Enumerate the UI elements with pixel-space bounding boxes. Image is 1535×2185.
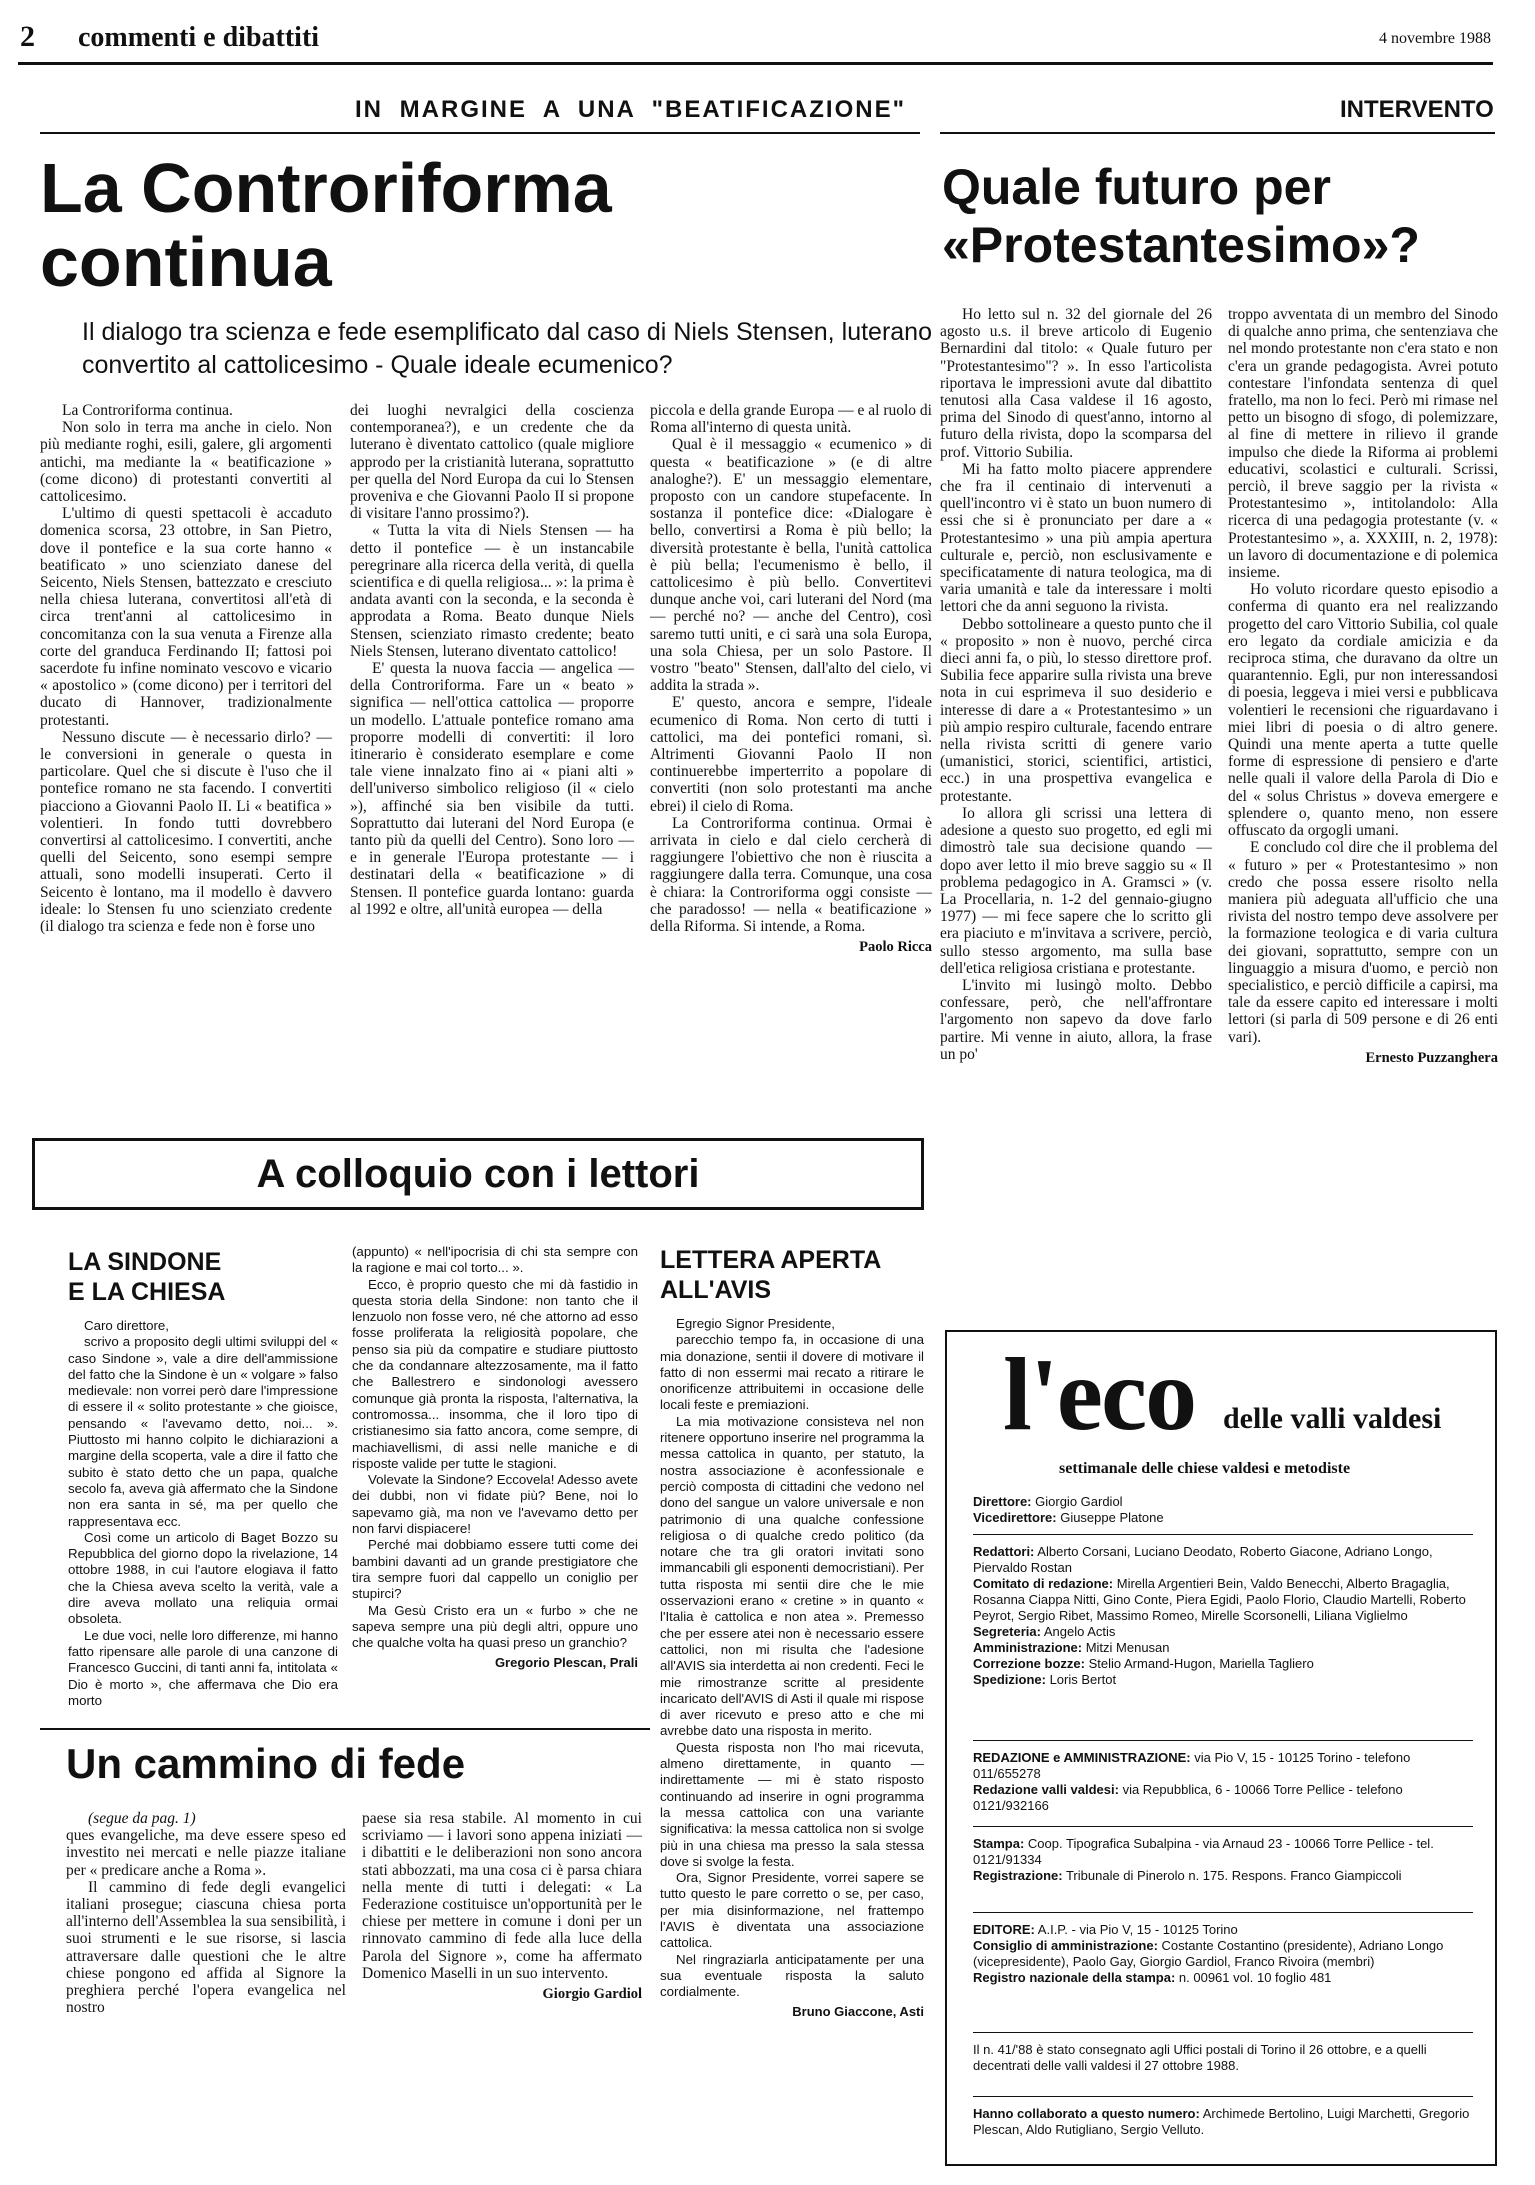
eco-rule	[973, 2096, 1473, 2097]
paragraph: Il cammino di fede degli evangelici italiani prosegue; ciascuna chiesa porta all'interno dell'Assemblea la sua sensibilità, i suoi strumenti e le sue risorse, si lascia attraversare dalle questioni che le altre chiese pongono ed affida al Signore la preghiera perché l'opera evangelica nel nostro	[66, 1878, 346, 2017]
credit-line: Hanno collaborato a questo numero: Archimede Bertolino, Luigi Marchetti, Gregorio Plescan, Aldo Rutigliano, Sergio Velluto.	[973, 2106, 1470, 2137]
controriforma-title-line2: continua	[40, 223, 332, 301]
cammino-col2	[362, 1810, 642, 2003]
sindone-signature: Gregorio Plescan, Prali	[494, 1655, 638, 1671]
page-number: 2	[20, 20, 35, 53]
eco-rule	[973, 1912, 1473, 1913]
masthead-rule	[18, 62, 1493, 65]
paragraph: Ecco, è proprio questo che mi dà fastidio in questa storia della Sindone: non tanto che il lenzuolo non fosse vero, né che attorno ad esso fosse proliferata la religiosità popolare, che penso sia più da compatire e studiare piuttosto che da condannare altezzosamente, ma il fatto che Ballestrero e sindonologi avessero comunque già pronta la risposta, l'alternativa, la contromossa... insomma, che il loro tipo di cristianesimo sia fatto ancora, come sempre, di machiavellismi, di assi nelle maniche e di risposte valide per tutte le stagioni.	[352, 1276, 638, 1471]
paragraph: Così come un articolo di Baget Bozzo su Repubblica del giorno dopo la rivelazione, 14 ottobre 1988, in cui l'autore elogiava il fatto che la Chiesa aveva scelto la verità, vale a dire aveva mollato una reliquia ormai obsoleta.	[68, 1529, 338, 1627]
credit-line: Direttore: Giorgio Gardiol	[973, 1494, 1123, 1509]
credit-line: Vicedirettore: Giuseppe Platone	[973, 1510, 1164, 1525]
paragraph: ques evangeliche, ma deve essere speso ed investito nei mercati e nelle piazze italiane per « predicare anche a Roma ».	[66, 1827, 346, 1879]
sindone-col2	[352, 1244, 638, 1672]
eco-rule	[973, 1826, 1473, 1827]
protestantesimo-title-line2: «Protestantesimo»?	[942, 217, 1420, 273]
controriforma-col1	[40, 402, 332, 935]
paragraph: Nessuno discute — è necessario dirlo? — le conversioni in generale o questa in particolare. Quel che si discute è l'uso che il pontefice romano ne sta facendo. I convertiti piacciono a Giovanni Paolo II. Li « beatifica » volentieri. In fondo tutti dovrebbero convertirsi al cattolicesimo. I convertiti, anche quelli del Seicento, sono esempi sempre attuali, sono modelli insuperati. Certo il Seicento è lontano, ma il modello è davvero ideale: lo Stensen fu uno scienziato credente (il dialogo tra scienza e fede non è forse uno	[40, 728, 332, 936]
paragraph: scrivo a proposito degli ultimi sviluppi del « caso Sindone », vale a dire dell'ammissione del fatto che la Sindone è un « volgare » falso medievale: non vorrei però dare l'impressione di essere il « solito protestante » che gioisce, pensando « l'avevamo detto, noi... ». Piuttosto mi hanno colpito le dichiarazioni a margine della scoperta, vale a dire il fatto che subito è stato detto che un papa, qualche secolo fa, aveva già affermato che la Sindone non era santa in sé, ma per quello che rappresentava ecc.	[68, 1334, 338, 1529]
credit-line: Registrazione: Tribunale di Pinerolo n. 175. Respons. Franco Giampiccoli	[973, 1868, 1402, 1883]
paragraph: dei luoghi nevralgici della coscienza contemporanea?), e un credente che da luterano è diventato cattolico (quale migliore approdo per la cristianità luterana, soprattutto per quella del Nord Europa da cui lo Stensen proveniva e che Giovanni Paolo II si propone di visitare l'anno prossimo?).	[350, 402, 634, 523]
eco-box	[945, 1330, 1497, 2166]
paragraph: E concludo col dire che il problema del « futuro » per « Protestantesimo » non credo che possa essere risolto nella maniera più adeguata all'ufficio che una rivista del nostro tempo deve assolvere per la formazione teologica e di varia cultura dei giovani, soprattutto, sempre con un linguaggio a misura d'uomo, e perciò non specialistico, e perciò difficile a capirsi, ma tale da essere capito ed interessare i molti lettori (si parla di 509 persone e di 26 enti vari).	[1228, 839, 1498, 1046]
controriforma-kicker: IN MARGINE A UNA "BEATIFICAZIONE"	[355, 96, 906, 123]
protestantesimo-col1	[940, 306, 1212, 1063]
paragraph: parecchio tempo fa, in occasione di una mia donazione, sentii il dovere di motivare il fatto di non essermi mai recato a ritirare le onorificenze attribuitemi in occasione delle locali feste e premiazioni.	[660, 1332, 924, 1413]
credit-line: REDAZIONE e AMMINISTRAZIONE: via Pio V, 15 - 10125 Torino - telefono 011/655278	[973, 1750, 1411, 1781]
paragraph: Perché mai dobbiamo essere tutti come dei bambini davanti ad un grande prestigiatore che tira sempre fuori dal cappello un coniglio per stupirci?	[352, 1537, 638, 1602]
eco-rule	[973, 1534, 1473, 1535]
credit-line: Stampa: Coop. Tipografica Subalpina - via Arnaud 23 - 10066 Torre Pellice - tel. 0121/91334	[973, 1836, 1434, 1867]
controriforma-col3	[650, 402, 932, 957]
paragraph: Ma Gesù Cristo era un « furbo » che ne sapeva sempre una più degli altri, oppure uno che qualche volta ha quasi preso un granchio?	[352, 1602, 638, 1651]
protestantesimo-col2	[1228, 306, 1498, 1067]
sindone-title-line1: LA SINDONE	[68, 1248, 222, 1276]
paragraph: « Tutta la vita di Niels Stensen — ha detto il pontefice — è un instancabile peregrinare alla ricerca della verità, di quella scientifica e di quella religiosa... »: la prima è andata avanti con la seconda, e la seconda è approdata a Roma. Beato dunque Niels Stensen, scienziato rimasto credente; beato Niels Stensen, luterano diventato cattolico!	[350, 522, 634, 660]
paragraph: La mia motivazione consisteva nel non ritenere opportuno inserire nel programma la messa cattolica in quanto, per statuto, la nostra associazione è aconfessionale e perciò composta di cittadini che vedono nel dono del sangue un valore universale e non patrimonio di una qualche confessione religiosa o di qualche credo politico (da notare che tra gli oratori invitati sono immancabili gli esponenti democristiani). Per tutta risposta mi sentii dire che le mie osservazioni erano « cretine » in quanto « l'Italia è cattolica e non atea ». Premesso che per essere atei non è necessario essere cattolici, non mi risulta che l'adesione all'AVIS sia interdetta ai non credenti. Feci le mie rimostranze scritte al presidente incaricato dell'AVIS di Asti il quale mi rispose di aver ricevuto e preso atto e che mi avrebbe dato una risposta in merito.	[660, 1413, 924, 1739]
paragraph: Io allora gli scrissi una lettera di adesione a questo suo progetto, ed egli mi dimostrò tale sua decisione quando — dopo aver letto il mio breve saggio su « Il problema pedagogico in A. Gramsci » (v. La Procellaria, n. 1-2 del gennaio-giugno 1977) — mi fece sapere che lo scritto gli era piaciuto e m'invitava a scrivere, perciò, sullo stesso argomento, ma sulla base dell'etica religiosa cristiana e protestante.	[940, 804, 1212, 977]
credit-line: Amministrazione: Mitzi Menusan	[973, 1640, 1170, 1655]
credit-line: Redattori: Alberto Corsani, Luciano Deodato, Roberto Giacone, Adriano Longo, Piervaldo Rostan	[973, 1544, 1433, 1575]
paragraph: Caro direttore,	[84, 1318, 169, 1333]
paragraph: Ho letto sul n. 32 del giornale del 26 agosto u.s. il breve articolo di Eugenio Bernardini dal titolo: « Quale futuro per "Protestantesimo"? ». In esso l'articolista riportava le impressioni avute dal dibattito tenutosi alla Casa valdese il 16 agosto, prima del Sinodo di quest'anno, intorno al futuro della rivista, dopo la scomparsa del prof. Vittorio Subilia.	[940, 306, 1212, 461]
paragraph: piccola e della grande Europa — e al ruolo di Roma all'interno di questa unità.	[650, 402, 932, 437]
avis-title-line1: LETTERA APERTA	[660, 1246, 882, 1274]
eco-consegna: Il n. 41/'88 è stato consegnato agli Uffici postali di Torino il 26 ottobre, e a quelli decentrati delle valli valdesi il 27 ottobre 1988.	[973, 2042, 1427, 2073]
protestantesimo-title-line1: Quale futuro per	[942, 159, 1331, 215]
protestantesimo-signature: Ernesto Puzzanghera	[1365, 1049, 1498, 1066]
paragraph: La Controriforma continua.	[62, 402, 233, 419]
intervento-kicker: INTERVENTO	[1340, 96, 1494, 123]
paragraph: Debbo sottolineare a questo punto che il « proposito » non è nuovo, perché circa dieci anni fa, o più, lo stesso direttore prof. Subilia fece apparire sulla rivista una breve nota in cui esprimeva il suo desiderio e interesse di dare a « Protestantesimo » un più ampio respiro culturale, facendo entrare nella rivista scritti di genere vario (umanistici, storici, scientifici, artistici, ecc.) in una prospettiva evangelica e protestante.	[940, 615, 1212, 805]
credit-line: Consiglio di amministrazione: Costante Costantino (presidente), Adriano Longo (vicepresidente), Paolo Gay, Giorgio Gardiol, Franco Rivoira (membri)	[973, 1938, 1444, 1969]
paragraph: Mi ha fatto molto piacere apprendere che fra il centinaio di intervenuti a quell'incontro vi è stato un buon numero di essi che si è pronunciato per dare a « Protestantesimo » una più ampia apertura culturale e, perciò, non esclusivamente e specificatamente di natura teologica, ma di varia umanità e tale da interessare i molti lettori che da anni seguono la rivista.	[940, 460, 1212, 616]
credit-line: Segreteria: Angelo Actis	[973, 1624, 1116, 1639]
paragraph: L'ultimo di questi spettacoli è accaduto domenica scorsa, 23 ottobre, in San Pietro, dove il pontefice e la sua corte hanno « beatificato » uno scienziato danese del Seicento, Niels Stensen, battezzato e cresciuto nella chiesa luterana, convertitosi all'età di circa trent'anni al cattolicesimo in concomitanza con la sua venuta a Firenze alla corte del granduca Ferdinando II; fattosi poi sacerdote fu infine nominato vescovo e vicario « apostolico » (come dicono) per i territori del ducato di Hannover, tradizionalmente protestanti.	[40, 505, 332, 729]
avis-title-line2: ALL'AVIS	[660, 1276, 772, 1304]
paragraph: (appunto) « nell'ipocrisia di chi sta sempre con la ragione e mai col torto... ».	[352, 1244, 638, 1276]
eco-logo-small: delle valli valdesi	[1223, 1402, 1442, 1435]
paragraph: (segue da pag. 1)	[88, 1810, 196, 1827]
cammino-rule	[40, 1728, 650, 1730]
paragraph: Ora, Signor Presidente, vorrei sapere se tutto questo le pare corretto o se, per caso, per mia disinformazione, nel frattempo l'AVIS è diventata una associazione cattolica.	[660, 1870, 924, 1951]
sindone-title-line2: E LA CHIESA	[68, 1278, 226, 1306]
credit-line: Redazione valli valdesi: via Repubblica, 6 - 10066 Torre Pellice - telefono 0121/932166	[973, 1782, 1403, 1813]
eco-staff	[973, 1494, 1473, 1526]
credit-line: Correzione bozze: Stelio Armand-Hugon, Mariella Tagliero	[973, 1656, 1314, 1671]
credit-line: Registro nazionale della stampa: n. 00961 vol. 10 foglio 481	[973, 1970, 1332, 1985]
credit-line: EDITORE: A.I.P. - via Pio V, 15 - 10125 Torino	[973, 1922, 1238, 1937]
eco-tagline: settimanale delle chiese valdesi e metodiste	[1059, 1460, 1351, 1477]
paragraph: troppo avventata di un membro del Sinodo di qualche anno prima, che sentenziava che nel mondo protestante non c'era stato e non c'era un grande pedagogista. Avrei potuto contestare l'infondata sentenza di quel fratello, ma non lo feci. Però mi rimase nel petto un bisogno di sfogo, di polemizzare, al fine di mettere in rilievo il grande impulso che diede la Riforma ai problemi educativi, scolastici e culturali. Scrissi, perciò, il breve saggio per la rivista « Protestantesimo », intitolandolo: Alla ricerca di una pedagogia protestante (v. « Protestantesimo », a. XXXIII, n. 2, 1978): un lavoro di documentazione e di polemica insieme.	[1228, 306, 1498, 582]
cammino-signature: Giorgio Gardiol	[542, 1986, 642, 2003]
cammino-title: Un cammino di fede	[66, 1740, 466, 1787]
paragraph: L'invito mi lusingò molto. Debbo confessare, però, che nell'affrontare l'argomento non sapevo da dove farlo partire. Mi venne in aiuto, allora, la frase un po'	[940, 976, 1212, 1063]
credit-line: Comitato di redazione: Mirella Argentieri Bein, Valdo Benecchi, Alberto Bragaglia, Rosanna Ciappa Nitti, Gino Conte, Piera Egidi, Paolo Florio, Claudio Martelli, Roberto Peyrot, Sergio Ribet, Massimo Romeo, Mirelle Scorsonelli, Liliana Viglielmo	[973, 1576, 1466, 1623]
paragraph: paese sia resa stabile. Al momento in cui scriviamo — i lavori sono appena iniziati — i dibattiti e le deliberazioni non sono ancora stati abbozzati, ma una cosa ci è parsa chiara nella mente di tutti i delegati: « La Federazione costituisce un'opportunità per le chiese per mettere in comune i doni per un rinnovato cammino di fede alla luce della Parola del Signore », come ha affermato Domenico Maselli in un suo intervento.	[362, 1810, 642, 1982]
paragraph: Volevate la Sindone? Eccovela! Adesso avete dei dubbi, non vi fidate più? Bene, noi lo sapevamo già, ma non ve l'avevamo detto per non farvi dispiacere!	[352, 1472, 638, 1537]
paragraph: Le due voci, nelle loro differenze, mi hanno fatto ripensare alle parole di una canzone di Francesco Guccini, di tanti anni fa, intitolata « Dio è morto », che affermava che Dio era morto	[68, 1627, 338, 1708]
avis-signature: Bruno Giaccone, Asti	[792, 2004, 924, 2020]
avis-body	[660, 1316, 924, 2021]
eco-logo-big: l'eco	[1003, 1337, 1196, 1452]
paragraph: Ho voluto ricordare questo episodio a conferma di quanto era nel realizzando progetto del caro Vittorio Subilia, col quale ero legato da cordiale amicizia e da reciproca stima, che duravano da oltre un quarantennio. Egli, pur non interessandosi di poesia, leggeva i miei versi e pubblicava volentieri le recensioni che riguardavano i miei libri di poesia o di altro genere. Quindi una mente aperta a tutte quelle forme di espressione di pensiero e d'arte nelle quali il valore della Parola di Dio e del « solus Christus » doveva emergere e splendere o, quanto meno, non essere offuscato da orgogli umani.	[1228, 581, 1498, 840]
paragraph: Non solo in terra ma anche in cielo. Non più mediante roghi, esili, galere, gli argomenti antichi, ma mediante la « beatificazione » (come dicono) di protestanti convertiti al cattolicesimo.	[40, 419, 332, 506]
paragraph: Egregio Signor Presidente,	[676, 1316, 835, 1331]
eco-rule	[973, 1740, 1473, 1741]
cammino-col1	[66, 1810, 346, 2016]
eco-collaborato	[973, 2106, 1473, 2138]
controriforma-signature: Paolo Ricca	[859, 939, 932, 956]
paragraph: Nel ringraziarla anticipatamente per una sua eventuale risposta la saluto cordialmente.	[660, 1951, 924, 2000]
controriforma-subtitle: Il dialogo tra scienza e fede esemplificato dal caso di Niels Stensen, luterano convertito al cattolicesimo - Quale ideale ecumenico?	[82, 318, 932, 379]
kicker-rule	[40, 132, 920, 134]
section-name: commenti e dibattiti	[78, 22, 320, 53]
issue-date: 4 novembre 1988	[1379, 30, 1491, 47]
paragraph: La Controriforma continua. Ormai è arrivata in cielo e dal cielo cercherà di raggiungere l'obiettivo che non è riuscita a raggiungere dalla terra. Comunque, una cosa è chiara: la Controriforma oggi consiste — che paradosso! — nella « beatificazione » della Riforma. Si intende, a Roma.	[650, 814, 932, 936]
controriforma-title-line1: La Controriforma	[40, 149, 612, 227]
paragraph: Questa risposta non l'ho mai ricevuta, almeno direttamente, in quanto — indirettamente — mi è stato risposto continuando ad inserire in ogni programma la messa cattolica con una variante significativa: la messa cattolica non si svolge più in una chiesa ma presso la sala stessa dove si svolge la festa.	[660, 1739, 924, 1869]
colloquio-banner-text: A colloquio con i lettori	[256, 1151, 700, 1196]
controriforma-col2	[350, 402, 634, 918]
credit-line: Spedizione: Loris Bertot	[973, 1672, 1117, 1687]
paragraph: E' questa la nuova faccia — angelica — della Controriforma. Fare un « beato » significa — nell'ottica cattolica — proporre un modello. L'attuale pontefice romano ama proporre modelli di convertiti: il loro itinerario è considerato esemplare e come tale viene innalzato fino ai « piani alti » dell'universo simbolico religioso (il « cielo »), affinché sia ben visibile da tutti. Soprattutto dai luterani del Nord Europa (e tanto più da quelli del Centro). Sono loro — e in generale l'Europa protestante — i destinatari della « beatificazione » di Stensen. Il pontefice guarda lontano: guarda al 1992 e oltre, all'unità europea — della	[350, 660, 634, 918]
intervento-rule	[940, 132, 1495, 134]
eco-stampa	[973, 1836, 1473, 1884]
paragraph: Qual è il messaggio « ecumenico » di questa « beatificazione » (e di altre analoghe?). E' un messaggio elementare, proposto con un candore stupefacente. In sostanza il pontefice dice: «Dialogare è bello, convertirsi a Roma è più bello; la diversità protestante è bella, l'unità cattolica è più bella; l'ecumenismo è bello, il cattolicesimo è più bello. Convertitevi dunque anche voi, cari luterani del Nord (ma — perché no? — anche del Centro), così saremo tutti uniti, e ci sarà una sola Europa, una sola Chiesa, per un solo Pastore. Il vostro "beato" Stensen, dall'alto del cielo, vi addita la strada ».	[650, 436, 932, 695]
sindone-col1	[68, 1318, 338, 1709]
eco-editore	[973, 1922, 1473, 1986]
colloquio-banner	[32, 1138, 924, 1210]
eco-rule	[973, 2032, 1473, 2033]
eco-indirizzi	[973, 1750, 1473, 1814]
eco-redazione	[973, 1544, 1473, 1688]
paragraph: E' questo, ancora e sempre, l'ideale ecumenico di Roma. Non certo di tutti i cattolici, ma dei pontefici romani, sì. Altrimenti Giovanni Paolo II non continuerebbe imperterrito a popolare di convertiti (non solo protestanti ma anche ebrei) il cielo di Roma.	[650, 694, 932, 815]
